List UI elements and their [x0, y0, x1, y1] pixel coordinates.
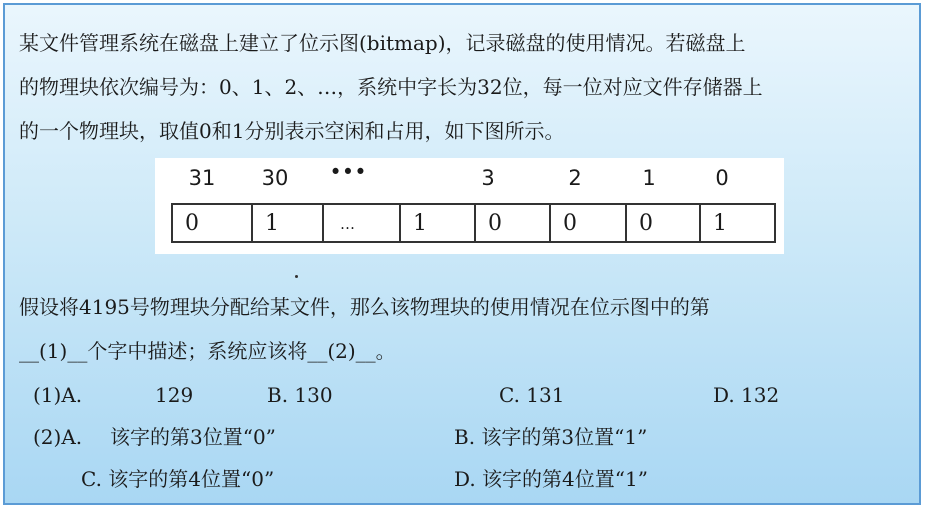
bit-cell: 1: [713, 211, 727, 236]
bit-number: 3: [481, 166, 495, 190]
q1-option-d[interactable]: D. 132: [713, 383, 780, 407]
bit-number: 2: [568, 166, 582, 190]
bit-value-row: [171, 203, 776, 243]
bit-number: 30: [261, 166, 289, 190]
bitmap-figure: [155, 158, 784, 254]
q2-option-d[interactable]: D. 该字的第4位置“1”: [454, 467, 648, 491]
question-line-2: __(1)__个字中描述；系统应该将__(2)__。: [19, 339, 396, 363]
question-slide: [3, 3, 921, 505]
q2-label: (2)A.: [33, 425, 83, 449]
q1-option-c[interactable]: C. 131: [499, 383, 565, 407]
bit-cell: 1: [401, 205, 476, 241]
stray-dot: [295, 275, 298, 278]
bit-number: 0: [715, 166, 729, 190]
bit-number: 1: [642, 166, 656, 190]
question-line-1: 假设将4195号物理块分配给某文件，那么该物理块的使用情况在位示图中的第: [19, 295, 710, 319]
bit-cell: 0: [551, 205, 627, 241]
bit-cell: 0: [476, 205, 551, 241]
bit-number: 31: [188, 166, 216, 190]
paragraph-line-3: 的一个物理块，取值0和1分别表示空闲和占用，如下图所示。: [19, 119, 565, 143]
bit-cell: 0: [173, 205, 253, 241]
bit-number-row: [155, 160, 784, 196]
bit-cell: 1: [253, 205, 324, 241]
paragraph-line-1: 某文件管理系统在磁盘上建立了位示图(bitmap)，记录磁盘的使用情况。若磁盘上: [19, 31, 746, 55]
bit-number: •••: [329, 160, 367, 184]
bit-cell: 0: [627, 205, 701, 241]
paragraph-line-2: 的物理块依次编号为：0、1、2、…，系统中字长为32位，每一位对应文件存储器上: [19, 75, 763, 99]
q1-option-a[interactable]: 129: [155, 383, 194, 407]
q2-option-c[interactable]: C. 该字的第4位置“0”: [81, 467, 275, 491]
q2-option-b[interactable]: B. 该字的第3位置“1”: [454, 425, 648, 449]
q1-option-b[interactable]: B. 130: [267, 383, 333, 407]
bit-cell: …: [324, 205, 401, 241]
q2-option-a[interactable]: 该字的第3位置“0”: [110, 425, 276, 449]
q1-label: (1)A.: [33, 383, 83, 407]
